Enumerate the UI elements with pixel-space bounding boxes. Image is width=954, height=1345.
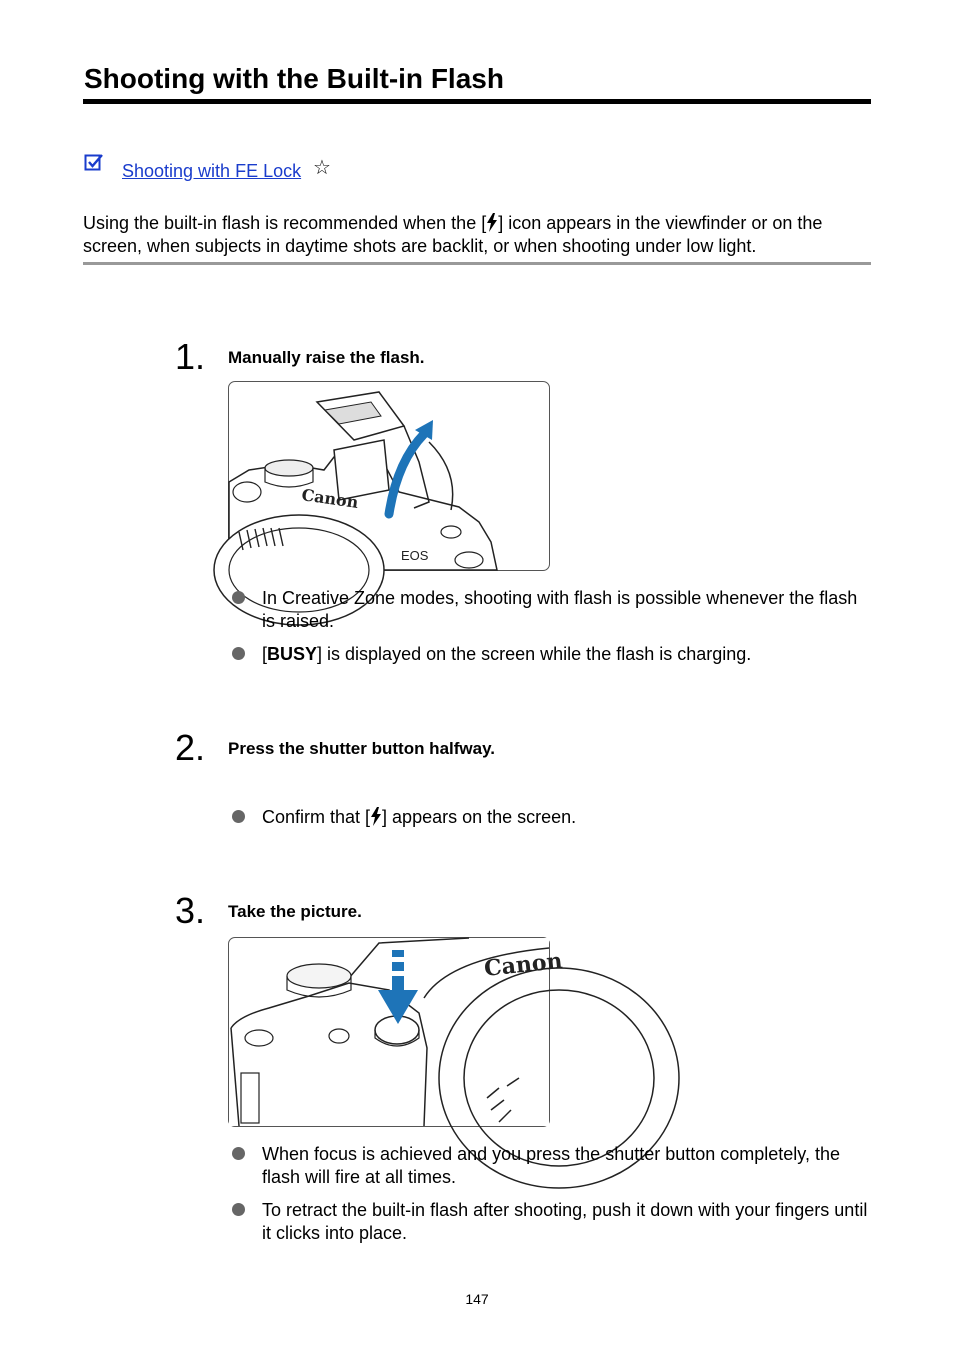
camera-shutter-image [229,938,564,1126]
step-number: 3. [175,890,206,931]
camera-brand-text: Canon [300,485,360,512]
confirm-text-start: Confirm that [ [262,807,371,827]
step-number: 2. [175,727,206,768]
step1-busy-bullet [262,643,872,666]
intro-paragraph [83,212,873,258]
step-title: Take the picture. [228,902,362,921]
confirm-text-end: ] appears on the screen. [382,807,577,827]
camera-brand-text: Canon [482,947,564,982]
title-divider [83,99,871,104]
page-title: Shooting with the Built-in Flash [84,63,504,94]
shutter-press-illustration [228,937,564,1127]
step-number: 1. [175,336,206,377]
star-icon: ☆ [313,157,331,179]
step2-bullet-text [262,806,872,829]
step1-bullet-text: In Creative Zone modes, shooting with flash is possible whenever the flash is raised. [262,588,858,631]
bullet-dot [232,647,245,660]
flash-icon [486,213,498,232]
busy-bracket-open: [ [262,644,268,664]
bullet-dot [232,1203,245,1216]
fe-lock-link[interactable]: Shooting with FE Lock [122,161,302,181]
intro-text-start: Using the built-in flash is recommended when the [ [83,213,487,233]
busy-text: ] is displayed on the screen while the flash is charging. [317,644,752,664]
bullet-dot [232,810,245,823]
busy-label: BUSY [267,644,318,664]
intro-divider [83,262,871,265]
camera-flash-raised-image [229,382,549,570]
checkbox-link-icon [84,153,104,173]
page-number: 147 [465,1291,489,1307]
step-title: Manually raise the flash. [228,348,425,367]
bullet-dot [232,591,245,604]
step3-bullet-text: When focus is achieved and you press the shutter button completely, the flash will fire at all times. [262,1144,840,1187]
raise-flash-illustration [228,381,550,571]
step3-bullet-text: To retract the built-in flash after shooting, push it down with your fingers until it clicks into place. [262,1200,868,1243]
bullet-dot [232,1147,245,1160]
camera-model-text: EOS [401,548,429,563]
step-title: Press the shutter button halfway. [228,739,496,758]
flash-icon [370,807,382,826]
intro-text-end: ] icon appears in the viewfinder or on the screen, when subjects in daytime shots are backlit, or when shooting under low light. [83,213,823,256]
